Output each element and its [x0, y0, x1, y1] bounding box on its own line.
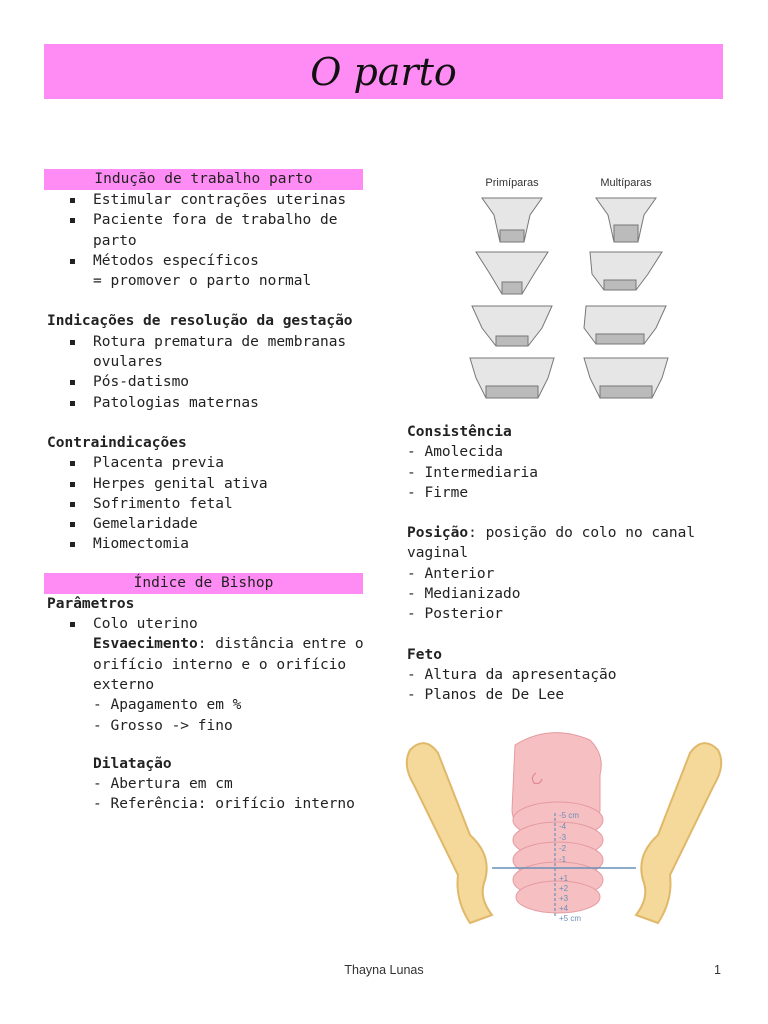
de-lee-planes-figure: [400, 725, 730, 940]
esvaecimento-text: : distância entre o orifício interno e o orifício externo: [93, 636, 364, 693]
left-column: [44, 169, 364, 815]
dilatacao-line: - Referência: orifício interno: [93, 796, 355, 813]
parameters-heading: Parâmetros: [47, 595, 135, 612]
esvaecimento-line: - Grosso -> fino: [93, 717, 233, 734]
title-banner: [44, 44, 723, 99]
scale-label: -5 cm: [559, 811, 579, 820]
scale-label: +5 cm: [559, 914, 582, 923]
induction-note: = promover o parto normal: [93, 273, 312, 290]
feto-line: - Planos de De Lee: [407, 687, 565, 704]
list-item: Colo uterino: [70, 614, 364, 634]
left-pelvic-bone: [407, 743, 492, 923]
list-item: Sofrimento fetal: [70, 494, 364, 514]
consistencia-line: - Amolecida: [407, 444, 504, 461]
posicao-line: - Medianizado: [407, 586, 521, 603]
scale-label: -1: [559, 855, 567, 864]
scale-label: -3: [559, 833, 567, 842]
induction-heading: Indução de trabalho parto: [44, 169, 363, 190]
list-item: Placenta previa: [70, 453, 364, 473]
list-item: Paciente fora de trabalho de parto: [70, 210, 364, 251]
list-item: Patologias maternas: [70, 393, 364, 413]
list-item: Rotura prematura de membranas ovulares: [70, 332, 364, 373]
right-column: [407, 422, 737, 706]
posicao-heading: Posição: [407, 525, 469, 542]
esvaecimento-line: - Apagamento em %: [93, 697, 242, 714]
de-lee-planes-illustration: [400, 725, 730, 940]
feto-heading: Feto: [407, 646, 442, 663]
indications-heading: Indicações de resolução da gestação: [47, 313, 353, 330]
contraindications-heading: Contraindicações: [47, 434, 187, 451]
right-pelvic-bone: [636, 743, 721, 923]
scale-label: -2: [559, 844, 567, 853]
consistencia-line: - Firme: [407, 484, 469, 501]
list-item: Estimular contrações uterinas: [70, 190, 364, 210]
list-item: Pós-datismo: [70, 372, 364, 392]
bishop-heading: Índice de Bishop: [44, 573, 363, 594]
dilatacao-line: - Abertura em cm: [93, 776, 233, 793]
page-number: 1: [714, 963, 721, 977]
list-item: Herpes genital ativa: [70, 474, 364, 494]
indications-list: [44, 332, 364, 413]
scale-label: -4: [559, 822, 567, 831]
bishop-list: [44, 614, 364, 634]
scale-label: +4: [559, 904, 569, 913]
esvaecimento-block: [44, 634, 364, 695]
dilatacao-label: Dilatação: [93, 755, 172, 772]
posicao-block: [407, 523, 737, 564]
esvaecimento-label: Esvaecimento: [93, 636, 198, 653]
primiparas-label: Primíparas: [485, 177, 539, 189]
cervix-effacement-figure: [468, 170, 688, 402]
posicao-line: - Posterior: [407, 606, 504, 623]
scale-label: +1: [559, 874, 569, 883]
cervix-effacement-illustration: [468, 170, 688, 402]
list-item: Métodos específicos: [70, 251, 364, 271]
feto-line: - Altura da apresentação: [407, 666, 617, 683]
scale-label: +2: [559, 884, 569, 893]
multiparas-label: Multíparas: [600, 177, 652, 189]
footer-author: Thayna Lunas: [344, 963, 424, 977]
posicao-line: - Anterior: [407, 565, 495, 582]
page-title: O parto: [310, 49, 457, 94]
consistencia-heading: Consistência: [407, 424, 512, 440]
fetal-head-plane: [516, 881, 600, 913]
list-item: Miomectomia: [70, 534, 364, 554]
consistencia-line: - Intermediaria: [407, 464, 538, 481]
posicao-text: : posição do colo no canal vaginal: [407, 525, 696, 562]
contraindications-list: [44, 453, 364, 554]
scale-label: +3: [559, 894, 569, 903]
list-item: Gemelaridade: [70, 514, 364, 534]
induction-list: [44, 190, 364, 271]
